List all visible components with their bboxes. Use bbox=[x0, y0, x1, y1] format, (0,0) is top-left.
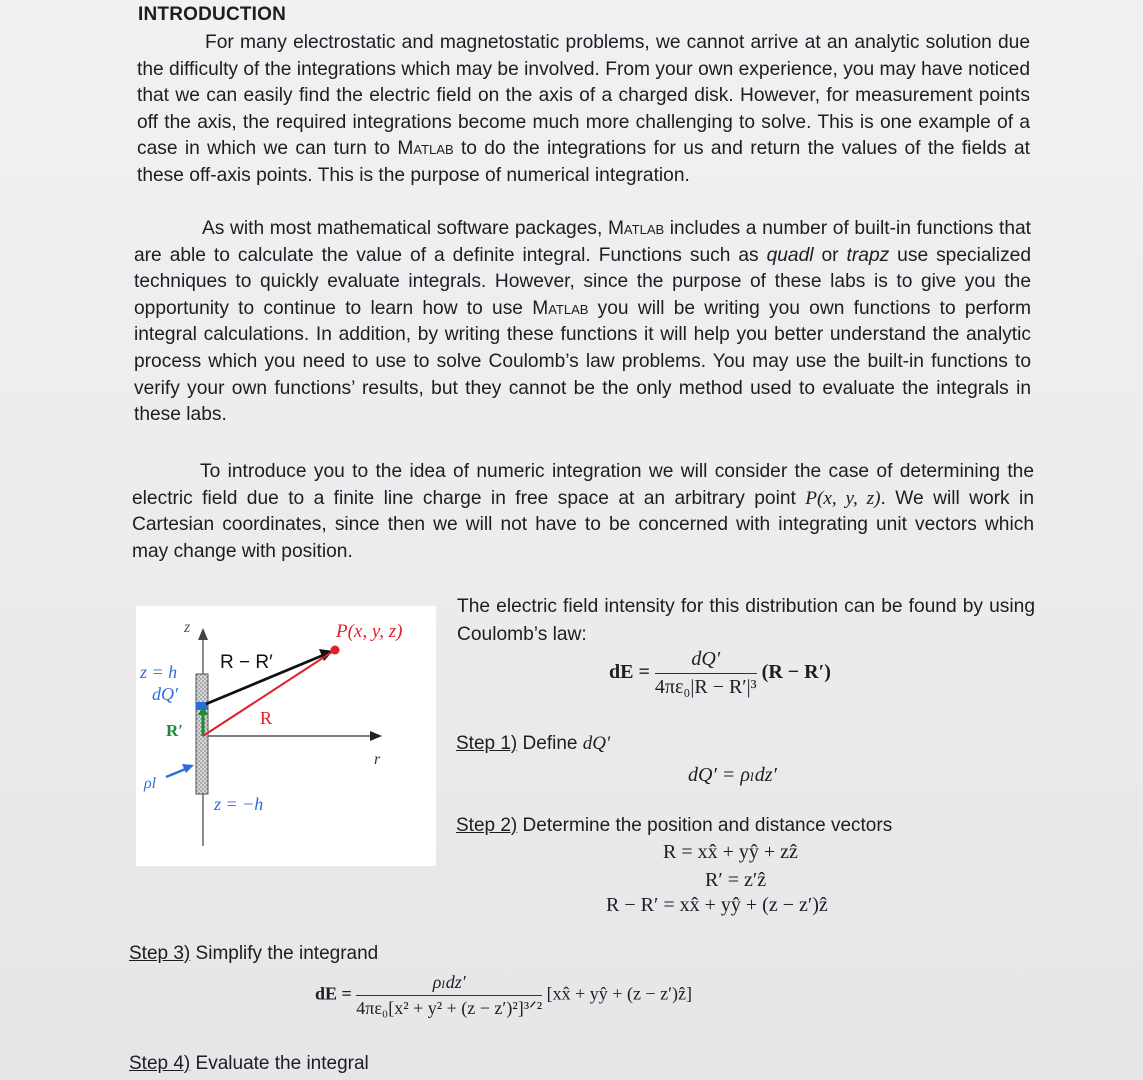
paragraph-2 bbox=[134, 216, 1031, 429]
p2-matlab-2: Matlab bbox=[532, 297, 589, 319]
p2-text-1: As with most mathematical software packages, bbox=[202, 218, 608, 239]
eq3-denominator: 4πε₀[x² + y² + (z − z′)²]³ᐟ² bbox=[356, 998, 543, 1018]
step-4-text: Evaluate the integral bbox=[190, 1053, 369, 1074]
coulomb-intro: The electric field intensity for this distribution can be found by using Coulomb’s law: bbox=[457, 596, 1035, 645]
eq1-lhs: dE = bbox=[609, 661, 650, 684]
r-label: R bbox=[260, 708, 273, 728]
p2-text-2: includes a number of built-in functions that are able to calculate the value of a definite integral. Functions such as bbox=[134, 218, 1031, 266]
p1-matlab: Matlab bbox=[397, 138, 454, 160]
step-2-text: Determine the position and distance vectors bbox=[517, 815, 893, 836]
p1-text-b: to do the integrations for us and return the values of the fields at these off-axis points. This is the purpose of numerical integration. bbox=[137, 138, 1030, 186]
step-1-text: Define bbox=[517, 733, 583, 754]
eq1-denominator: 4πε₀|R − R′|³ bbox=[654, 676, 757, 698]
eq1-fraction bbox=[655, 648, 757, 699]
p3-text-a: To introduce you to the idea of numeric integration we will consider the case of determining the electric field due to a finite line charge in free space at an arbitrary point bbox=[132, 461, 1034, 509]
step-3-label: Step 3) bbox=[129, 943, 191, 964]
p3-text-b: . We will work in Cartesian coordinates, since then we will not have to be concerned with integrating unit vectors which may change with position. bbox=[132, 487, 1034, 562]
step-3-text: Simplify the integrand bbox=[190, 943, 379, 964]
p2-func-quadl: quadl bbox=[766, 244, 814, 266]
step-4 bbox=[129, 1053, 369, 1075]
p2-func-trapz: trapz bbox=[846, 244, 890, 266]
step-1 bbox=[456, 733, 610, 755]
p2-text-4: use specialized techniques to quickly evaluate integrals. However, since the purpose of these labs is to give you the opportunity to continue to learn how to use bbox=[134, 244, 1032, 319]
eq1-numerator: dQ′ bbox=[655, 648, 757, 674]
line-charge-figure bbox=[136, 606, 436, 866]
z-axis-label: z bbox=[184, 619, 191, 636]
eq3-lhs: dE = bbox=[315, 983, 352, 1004]
coulomb-equation bbox=[609, 648, 831, 699]
r-axis-label: r bbox=[374, 751, 381, 768]
source-vector-equation: R′ = z′ẑ bbox=[705, 869, 767, 891]
eq3-rhs: [xx̂ + yŷ + (z − z′)ẑ] bbox=[546, 983, 692, 1004]
rho-label: ρl bbox=[144, 775, 157, 792]
p3-point: P(x, y, z) bbox=[805, 487, 881, 509]
step-4-label: Step 4) bbox=[129, 1053, 191, 1074]
p2-text-3: or bbox=[813, 244, 847, 266]
z-top-label: z = h bbox=[140, 662, 178, 682]
dq-equation: dQ′ = ρₗdz′ bbox=[688, 764, 777, 786]
section-heading: INTRODUCTION bbox=[138, 4, 287, 25]
dq-label: dQ′ bbox=[152, 684, 178, 704]
step-1-var: dQ′ bbox=[582, 733, 611, 754]
z-bottom-label: z = −h bbox=[214, 794, 264, 814]
paragraph-1 bbox=[137, 30, 1030, 190]
p1-text-a: For many electrostatic and magnetostatic problems, we cannot arrive at an analytic solution due the difficulty of the integrations which may be involved. From your own experience, you may have noticed that we can easily find the electric field on the axis of a charged disk. However, for measurement points off the axis, the required integrations become much more challenging to solve. This is one example of a case in which we can turn to bbox=[137, 32, 1030, 160]
point-p-dot bbox=[331, 646, 340, 655]
p2-text-5: you will be writing you own functions to perform integral calculations. In addition, by writing these functions it will help you better understand the analytic process which you need to use to solve Coulomb’s law problems. You may use the built-in functions to verify your own functions’ results, but they cannot be the only method used to evaluate the integrals in these labs. bbox=[134, 297, 1031, 426]
step-3 bbox=[129, 943, 378, 965]
position-vector-equation: R = xx̂ + yŷ + zẑ bbox=[663, 841, 798, 863]
step-2 bbox=[456, 815, 892, 837]
eq1-rhs: (R − R′) bbox=[761, 661, 831, 684]
distance-vector-equation: R − R′ = xx̂ + yŷ + (z − z′)ẑ bbox=[606, 894, 828, 916]
point-p-label: P(x, y, z) bbox=[336, 621, 403, 642]
p2-matlab-1: Matlab bbox=[607, 218, 665, 239]
eq3-numerator: ρₗdz′ bbox=[356, 972, 542, 996]
paragraph-3 bbox=[132, 459, 1034, 565]
r-minus-r-prime-label: R − R′ bbox=[220, 652, 273, 673]
step-1-label: Step 1) bbox=[456, 733, 518, 754]
integrand-equation bbox=[315, 972, 692, 1019]
step-2-label: Step 2) bbox=[456, 815, 518, 836]
r-prime-label: R′ bbox=[166, 721, 184, 740]
eq3-fraction bbox=[356, 972, 542, 1019]
